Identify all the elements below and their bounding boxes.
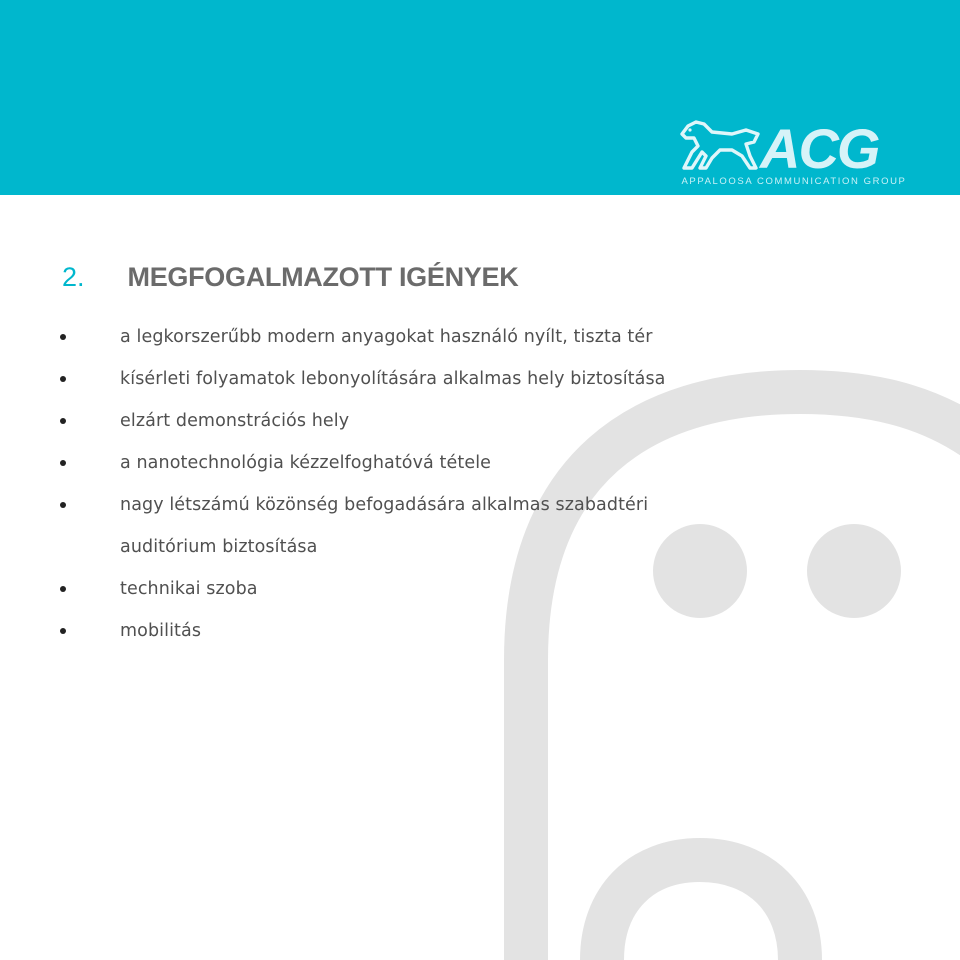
company-logo [676, 116, 916, 192]
section-number: 2. [62, 262, 85, 292]
list-item-text: nagy létszámú közönség befogadására alkalmas szabadtéri [120, 495, 649, 515]
list-item [0, 400, 960, 442]
list-item-text: elzárt demonstrációs hely [120, 411, 350, 431]
list-item-text: kísérleti folyamatok lebonyolítására alkalmas hely biztosítása [120, 369, 666, 389]
list-item-text: a nanotechnológia kézzelfoghatóvá tétele [120, 453, 492, 473]
list-item [0, 442, 960, 484]
logo-wordmark: ACG [760, 117, 879, 176]
list-item-text: technikai szoba [120, 579, 258, 599]
horse-icon [676, 116, 916, 176]
section-title: MEGFOGALMAZOTT IGÉNYEK [127, 262, 519, 292]
bullet-icon [60, 586, 66, 592]
bullet-icon [60, 502, 66, 508]
section-heading [62, 262, 518, 302]
list-item [0, 316, 960, 358]
list-item-text: a legkorszerűbb modern anyagokat használó nyílt, tiszta tér [120, 327, 653, 347]
bullet-icon [60, 334, 66, 340]
list-item [0, 484, 960, 568]
list-item [0, 610, 960, 652]
list-item-text: mobilitás [120, 621, 202, 641]
requirements-list [0, 316, 960, 652]
list-item-text: auditórium biztosítása [120, 537, 318, 557]
bullet-icon [60, 628, 66, 634]
list-item [0, 568, 960, 610]
header-band [0, 0, 960, 195]
logo-caption: APPALOOSA COMMUNICATION GROUP [681, 176, 907, 187]
bullet-icon [60, 418, 66, 424]
list-item [0, 358, 960, 400]
bullet-icon [60, 376, 66, 382]
bullet-icon [60, 460, 66, 466]
